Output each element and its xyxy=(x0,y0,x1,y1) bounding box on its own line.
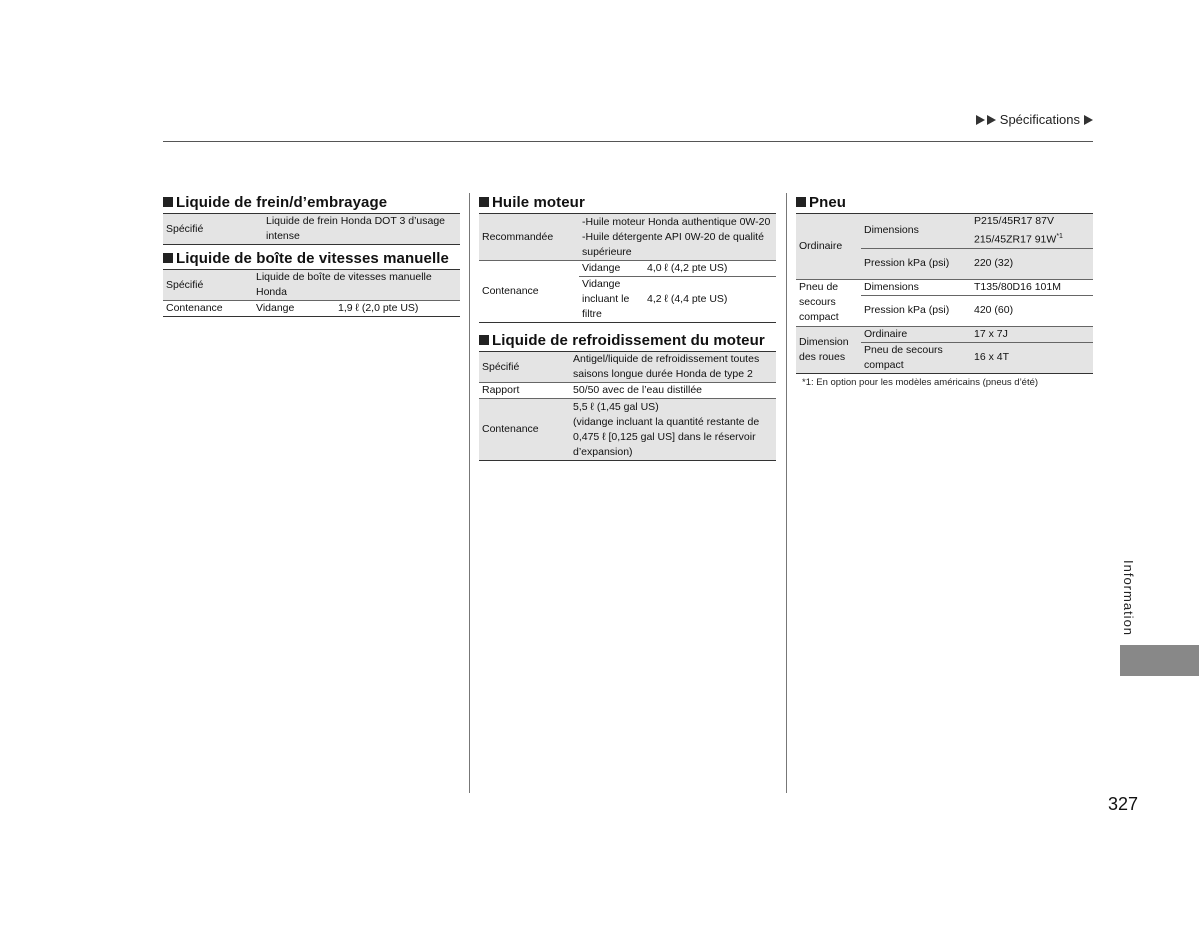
table-row xyxy=(163,214,460,245)
section-title-brake-fluid: Liquide de frein/d’embrayage xyxy=(163,193,460,211)
table-cell-value: P215/45R17 87V 215/45ZR17 $91W^{*1}$ xyxy=(971,214,1093,249)
square-bullet-icon xyxy=(479,197,489,207)
brake-fluid-table xyxy=(163,213,460,245)
square-bullet-icon xyxy=(163,253,173,263)
column-fluids xyxy=(163,193,460,317)
table-cell-sublabel: Vidange xyxy=(253,301,335,317)
table-cell-value: 5,5 ℓ (1,45 gal US) (vidange incluant la quantité restante de 0,475 ℓ [0,125 gal US] dans le réservoir d’expansion) xyxy=(570,399,776,461)
square-bullet-icon xyxy=(796,197,806,207)
table-row xyxy=(796,214,1093,249)
table-cell-label: Spécifié xyxy=(163,270,253,301)
table-cell-value: 420 (60) xyxy=(971,295,1093,326)
table-cell-value: 16 x 4T xyxy=(971,342,1093,373)
arrow-right-icon xyxy=(976,115,985,125)
column-divider xyxy=(786,193,787,793)
section-title-gearbox-fluid: Liquide de boîte de vitesses manuelle xyxy=(163,249,460,267)
section-title-coolant: Liquide de refroidissement du moteur xyxy=(479,331,776,349)
section-title-tire: Pneu xyxy=(796,193,1093,211)
table-cell-label: Dimension des roues xyxy=(796,326,861,373)
table-cell-sublabel: Pression kPa (psi) xyxy=(861,295,971,326)
engine-oil-table xyxy=(479,213,776,323)
table-cell-sublabel: Pneu de secours compact xyxy=(861,342,971,373)
table-cell-value: 50/50 avec de l’eau distillée xyxy=(570,383,776,399)
table-cell-label: Contenance xyxy=(479,399,570,461)
table-cell-value: 1,9 ℓ (2,0 pte US) xyxy=(335,301,460,317)
column-divider xyxy=(469,193,470,793)
breadcrumb-label: Spécifications xyxy=(999,112,1080,127)
top-divider xyxy=(163,141,1093,142)
arrow-right-icon xyxy=(1084,115,1093,125)
side-tab-label[interactable]: Information xyxy=(1121,560,1136,637)
table-cell-label: Recommandée xyxy=(479,214,579,261)
table-cell-value: 17 x 7J xyxy=(971,326,1093,342)
breadcrumb[interactable] xyxy=(976,112,1093,127)
table-cell-label: Spécifié xyxy=(163,214,263,245)
footnote: *1: En option pour les modèles américains (pneus d’été) xyxy=(802,376,1039,388)
side-tab-marker[interactable] xyxy=(1120,645,1199,676)
square-bullet-icon xyxy=(163,197,173,207)
square-bullet-icon xyxy=(479,335,489,345)
table-row xyxy=(796,326,1093,342)
table-cell-value: -Huile moteur Honda authentique 0W-20 -Huile détergente API 0W-20 de qualité supérieure xyxy=(579,214,776,261)
table-row xyxy=(163,270,460,301)
table-cell-sublabel: Dimensions xyxy=(861,214,971,249)
table-row xyxy=(479,383,776,399)
gearbox-fluid-table xyxy=(163,269,460,317)
table-row xyxy=(479,261,776,277)
arrow-right-icon xyxy=(987,115,996,125)
coolant-table xyxy=(479,351,776,461)
table-cell-value: 220 (32) xyxy=(971,248,1093,279)
table-cell-label: Spécifié xyxy=(479,352,570,383)
table-cell-label: Contenance xyxy=(479,261,579,323)
table-cell-sublabel: Dimensions xyxy=(861,279,971,295)
table-cell-value: Liquide de boîte de vitesses manuelle Honda xyxy=(253,270,460,301)
table-row xyxy=(479,214,776,261)
table-cell-sublabel: Pression kPa (psi) xyxy=(861,248,971,279)
table-cell-value: T135/80D16 101M xyxy=(971,279,1093,295)
table-cell-label: Ordinaire xyxy=(796,214,861,280)
table-cell-sublabel: Vidange xyxy=(579,261,644,277)
table-row xyxy=(163,301,460,317)
column-engine xyxy=(479,193,776,461)
table-row xyxy=(796,279,1093,295)
table-cell-value: Antigel/liquide de refroidissement toutes saisons longue durée Honda de type 2 xyxy=(570,352,776,383)
section-title-engine-oil: Huile moteur xyxy=(479,193,776,211)
tire-table xyxy=(796,213,1093,374)
table-cell-value: 4,0 ℓ (4,2 pte US) xyxy=(644,261,776,277)
table-row xyxy=(479,399,776,461)
table-row xyxy=(479,352,776,383)
table-cell-label: Rapport xyxy=(479,383,570,399)
column-tires xyxy=(796,193,1093,388)
table-cell-sublabel: Vidange incluant le filtre xyxy=(579,277,644,323)
table-cell-label: Contenance xyxy=(163,301,253,317)
table-cell-value: 4,2 ℓ (4,4 pte US) xyxy=(644,277,776,323)
table-cell-label: Pneu de secours compact xyxy=(796,279,861,326)
table-cell-sublabel: Ordinaire xyxy=(861,326,971,342)
page-number: 327 xyxy=(1108,794,1139,814)
table-cell-value: Liquide de frein Honda DOT 3 d’usage intense xyxy=(263,214,460,245)
